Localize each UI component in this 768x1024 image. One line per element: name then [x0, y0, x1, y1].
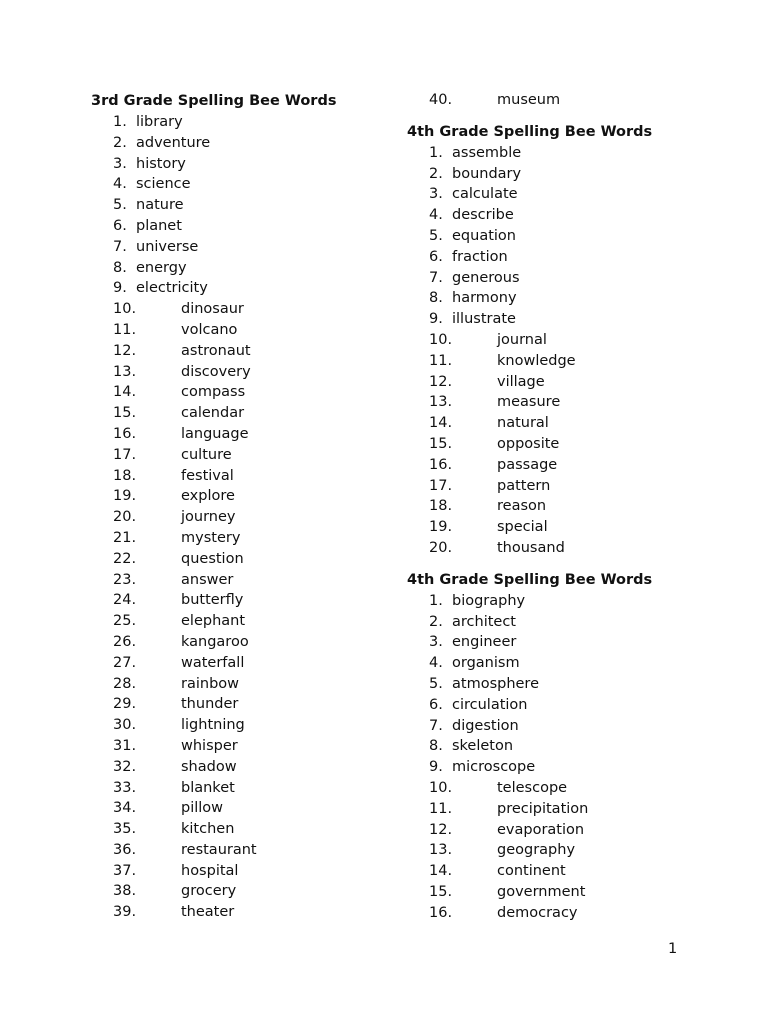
list-item	[407, 309, 697, 330]
spelling-word: describe	[452, 207, 514, 224]
item-number: 5.	[429, 675, 443, 692]
list-item	[407, 757, 697, 778]
spelling-word: adventure	[136, 134, 211, 151]
item-number: 3.	[113, 155, 127, 172]
spelling-word: shadow	[181, 758, 237, 775]
spelling-word: restaurant	[181, 841, 257, 858]
word-list	[407, 90, 697, 111]
item-number: 1.	[113, 114, 127, 130]
page-number: 1	[668, 941, 678, 957]
section-heading: 4th Grade Spelling Bee Words	[407, 571, 653, 588]
spelling-word: question	[181, 550, 244, 567]
item-number: 10.	[429, 779, 453, 796]
list-item	[91, 798, 381, 819]
spelling-word: journal	[497, 331, 547, 348]
spelling-word: pillow	[181, 800, 224, 817]
spelling-word: fraction	[452, 248, 508, 265]
item-number: 26.	[113, 633, 137, 650]
item-number: 6.	[429, 696, 443, 713]
list-item	[91, 694, 381, 715]
item-number: 34.	[113, 800, 137, 817]
item-number: 6.	[113, 217, 127, 234]
section-heading: 3rd Grade Spelling Bee Words	[91, 93, 337, 109]
item-number: 1.	[429, 144, 443, 161]
spelling-word: biography	[452, 592, 526, 609]
item-number: 25.	[113, 613, 137, 630]
item-number: 18.	[113, 467, 137, 484]
list-item	[91, 757, 381, 778]
spelling-word: digestion	[452, 717, 519, 734]
spelling-word: thousand	[497, 539, 565, 556]
item-number: 20.	[429, 539, 453, 556]
item-number: 17.	[429, 477, 453, 494]
spelling-word: compass	[181, 384, 246, 401]
item-number: 11.	[429, 352, 453, 369]
spelling-word: reason	[497, 498, 547, 515]
spelling-word: calculate	[452, 186, 518, 203]
list-item	[91, 840, 381, 861]
item-number: 12.	[113, 342, 137, 359]
spelling-word: history	[136, 155, 186, 172]
list-item	[407, 288, 697, 309]
list-item	[91, 778, 381, 799]
list-item	[407, 716, 697, 737]
item-number: 18.	[429, 498, 453, 515]
spelling-word: telescope	[497, 779, 568, 796]
list-item	[407, 882, 697, 903]
item-number: 2.	[429, 165, 443, 182]
list-item	[91, 590, 381, 611]
list-item	[407, 372, 697, 393]
item-number: 4.	[113, 176, 127, 193]
list-item	[91, 237, 381, 258]
list-item	[407, 496, 697, 517]
item-number: 6.	[429, 248, 443, 265]
item-number: 3.	[429, 634, 443, 651]
spelling-word: lightning	[181, 717, 245, 734]
list-item	[91, 507, 381, 528]
item-number: 15.	[429, 883, 453, 900]
list-item	[91, 320, 381, 341]
spelling-word: geography	[497, 842, 576, 859]
spelling-word: theater	[181, 904, 235, 921]
item-number: 2.	[429, 613, 443, 630]
word-list	[407, 143, 697, 559]
spelling-word: democracy	[497, 904, 578, 921]
list-item	[407, 413, 697, 434]
list-item	[407, 434, 697, 455]
spelling-word: pattern	[497, 477, 551, 494]
item-number: 11.	[113, 321, 137, 338]
item-number: 40.	[429, 92, 453, 108]
spelling-word: knowledge	[497, 352, 576, 369]
list-item	[407, 184, 697, 205]
list-item	[407, 861, 697, 882]
spelling-word: journey	[181, 509, 236, 526]
list-item	[407, 612, 697, 633]
spelling-word: science	[136, 176, 191, 193]
spelling-word: dinosaur	[181, 301, 244, 318]
item-number: 32.	[113, 758, 137, 775]
spelling-word: skeleton	[452, 738, 514, 755]
spelling-word: thunder	[181, 696, 239, 713]
item-number: 10.	[429, 331, 453, 348]
item-number: 27.	[113, 654, 137, 671]
spelling-word: planet	[136, 217, 182, 234]
item-number: 11.	[429, 800, 453, 817]
list-item	[91, 549, 381, 570]
word-list-section	[407, 569, 697, 924]
list-item	[91, 362, 381, 383]
list-item	[407, 695, 697, 716]
list-item	[91, 881, 381, 902]
spelling-word: circulation	[452, 696, 528, 713]
list-item	[407, 164, 697, 185]
item-number: 15.	[429, 435, 453, 452]
list-item	[407, 674, 697, 695]
spelling-word: evaporation	[497, 821, 585, 838]
item-number: 12.	[429, 821, 453, 838]
spelling-word: universe	[136, 238, 199, 255]
item-number: 3.	[429, 186, 443, 203]
item-number: 19.	[429, 519, 453, 536]
spelling-word: assemble	[452, 144, 522, 161]
item-number: 9.	[429, 759, 443, 776]
list-item	[407, 591, 697, 612]
spelling-word: equation	[452, 227, 516, 244]
item-number: 5.	[113, 197, 127, 214]
list-item	[91, 653, 381, 674]
spelling-word: illustrate	[452, 311, 516, 328]
item-number: 14.	[429, 415, 453, 432]
item-number: 22.	[113, 550, 137, 567]
list-item	[407, 143, 697, 164]
spelling-word: discovery	[181, 363, 251, 380]
list-item	[407, 632, 697, 653]
list-item	[407, 517, 697, 538]
spelling-word: special	[497, 519, 548, 536]
list-item	[91, 736, 381, 757]
list-item	[91, 528, 381, 549]
item-number: 5.	[429, 227, 443, 244]
spelling-word: microscope	[452, 759, 536, 776]
spelling-word: language	[181, 425, 249, 442]
spelling-word: continent	[497, 863, 566, 880]
list-item	[407, 268, 697, 289]
list-item	[91, 216, 381, 237]
item-number: 30.	[113, 717, 137, 734]
spelling-word: energy	[136, 259, 187, 276]
spelling-word: culture	[181, 446, 232, 463]
item-number: 28.	[113, 675, 137, 692]
spelling-word: architect	[452, 613, 516, 630]
list-item	[407, 538, 697, 559]
spelling-word: explore	[181, 488, 235, 505]
spelling-word: nature	[136, 197, 184, 214]
spelling-word: calendar	[181, 405, 245, 422]
list-item	[91, 570, 381, 591]
spelling-word: boundary	[452, 165, 522, 182]
section-heading: 4th Grade Spelling Bee Words	[407, 123, 653, 140]
list-item	[91, 715, 381, 736]
spelling-word: grocery	[181, 883, 237, 900]
word-list-section	[91, 90, 381, 923]
spelling-word: village	[497, 373, 545, 390]
list-item	[407, 736, 697, 757]
list-item	[407, 392, 697, 413]
spelling-word: precipitation	[497, 800, 589, 817]
right-column	[407, 90, 697, 923]
item-number: 9.	[429, 311, 443, 328]
item-number: 2.	[113, 134, 127, 151]
spelling-word: answer	[181, 571, 234, 588]
list-item	[407, 226, 697, 247]
item-number: 14.	[429, 863, 453, 880]
item-number: 20.	[113, 509, 137, 526]
spelling-word: kangaroo	[181, 633, 249, 650]
item-number: 4.	[429, 655, 443, 672]
item-number: 8.	[113, 259, 127, 276]
list-item	[91, 174, 381, 195]
item-number: 29.	[113, 696, 137, 713]
item-number: 16.	[429, 904, 453, 921]
item-number: 31.	[113, 737, 137, 754]
spelling-word: opposite	[497, 435, 560, 452]
list-item	[407, 820, 697, 841]
list-item	[91, 341, 381, 362]
item-number: 36.	[113, 841, 137, 858]
spelling-word: mystery	[181, 529, 241, 546]
spelling-word: passage	[497, 456, 558, 473]
list-item	[91, 819, 381, 840]
item-number: 7.	[429, 717, 443, 734]
item-number: 12.	[429, 373, 453, 390]
item-number: 13.	[113, 363, 137, 380]
spelling-word: harmony	[452, 290, 517, 307]
item-number: 8.	[429, 290, 443, 307]
spelling-word: kitchen	[181, 821, 235, 838]
list-item	[91, 466, 381, 487]
spelling-word: rainbow	[181, 675, 239, 692]
item-number: 1.	[429, 592, 443, 609]
item-number: 8.	[429, 738, 443, 755]
spelling-word: engineer	[452, 634, 517, 651]
list-item	[91, 403, 381, 424]
item-number: 4.	[429, 207, 443, 224]
spelling-word: elephant	[181, 613, 246, 630]
list-item	[91, 278, 381, 299]
list-item	[91, 195, 381, 216]
spelling-word: atmosphere	[452, 675, 539, 692]
item-number: 13.	[429, 842, 453, 859]
item-number: 10.	[113, 301, 137, 318]
item-number: 21.	[113, 529, 137, 546]
list-item	[91, 299, 381, 320]
list-item	[91, 133, 381, 154]
item-number: 33.	[113, 779, 137, 796]
list-item	[407, 330, 697, 351]
spelling-word: generous	[452, 269, 520, 286]
spelling-word: electricity	[136, 280, 208, 297]
item-number: 19.	[113, 488, 137, 505]
list-item	[91, 112, 381, 133]
spelling-word: volcano	[181, 321, 238, 338]
list-item	[91, 611, 381, 632]
item-number: 14.	[113, 384, 137, 401]
item-number: 16.	[429, 456, 453, 473]
item-number: 37.	[113, 862, 137, 879]
spelling-word: waterfall	[181, 654, 245, 671]
list-item	[91, 632, 381, 653]
spelling-word: butterfly	[181, 592, 244, 609]
item-number: 7.	[429, 269, 443, 286]
list-item	[407, 840, 697, 861]
item-number: 16.	[113, 425, 137, 442]
spelling-word: whisper	[181, 737, 238, 754]
list-item	[407, 476, 697, 497]
spelling-word: astronaut	[181, 342, 251, 359]
list-item	[407, 90, 697, 111]
item-number: 35.	[113, 821, 137, 838]
item-number: 39.	[113, 904, 137, 921]
list-item	[407, 205, 697, 226]
item-number: 9.	[113, 280, 127, 297]
item-number: 38.	[113, 883, 137, 900]
item-number: 13.	[429, 394, 453, 411]
item-number: 17.	[113, 446, 137, 463]
spelling-word: blanket	[181, 779, 235, 796]
spelling-word: library	[136, 114, 183, 130]
left-column	[91, 90, 381, 923]
word-list-section	[407, 121, 697, 559]
spelling-word: museum	[497, 92, 561, 108]
list-item	[91, 861, 381, 882]
word-list	[407, 591, 697, 924]
spelling-word: organism	[452, 655, 520, 672]
item-number: 15.	[113, 405, 137, 422]
list-item	[91, 902, 381, 923]
list-item	[407, 903, 697, 924]
spelling-word: government	[497, 883, 586, 900]
list-item	[91, 382, 381, 403]
list-item	[407, 799, 697, 820]
list-item	[407, 778, 697, 799]
list-item	[407, 653, 697, 674]
list-item	[407, 247, 697, 268]
list-item	[407, 351, 697, 372]
item-number: 23.	[113, 571, 137, 588]
list-item	[91, 258, 381, 279]
word-list-section	[407, 90, 697, 111]
spelling-word: festival	[181, 467, 234, 484]
list-item	[91, 674, 381, 695]
list-item	[91, 445, 381, 466]
list-item	[91, 424, 381, 445]
spelling-word: natural	[497, 415, 549, 432]
word-list	[91, 112, 381, 923]
list-item	[407, 455, 697, 476]
item-number: 7.	[113, 238, 127, 255]
list-item	[91, 154, 381, 175]
spelling-word: measure	[497, 394, 561, 411]
spelling-word: hospital	[181, 862, 239, 879]
list-item	[91, 486, 381, 507]
item-number: 24.	[113, 592, 137, 609]
